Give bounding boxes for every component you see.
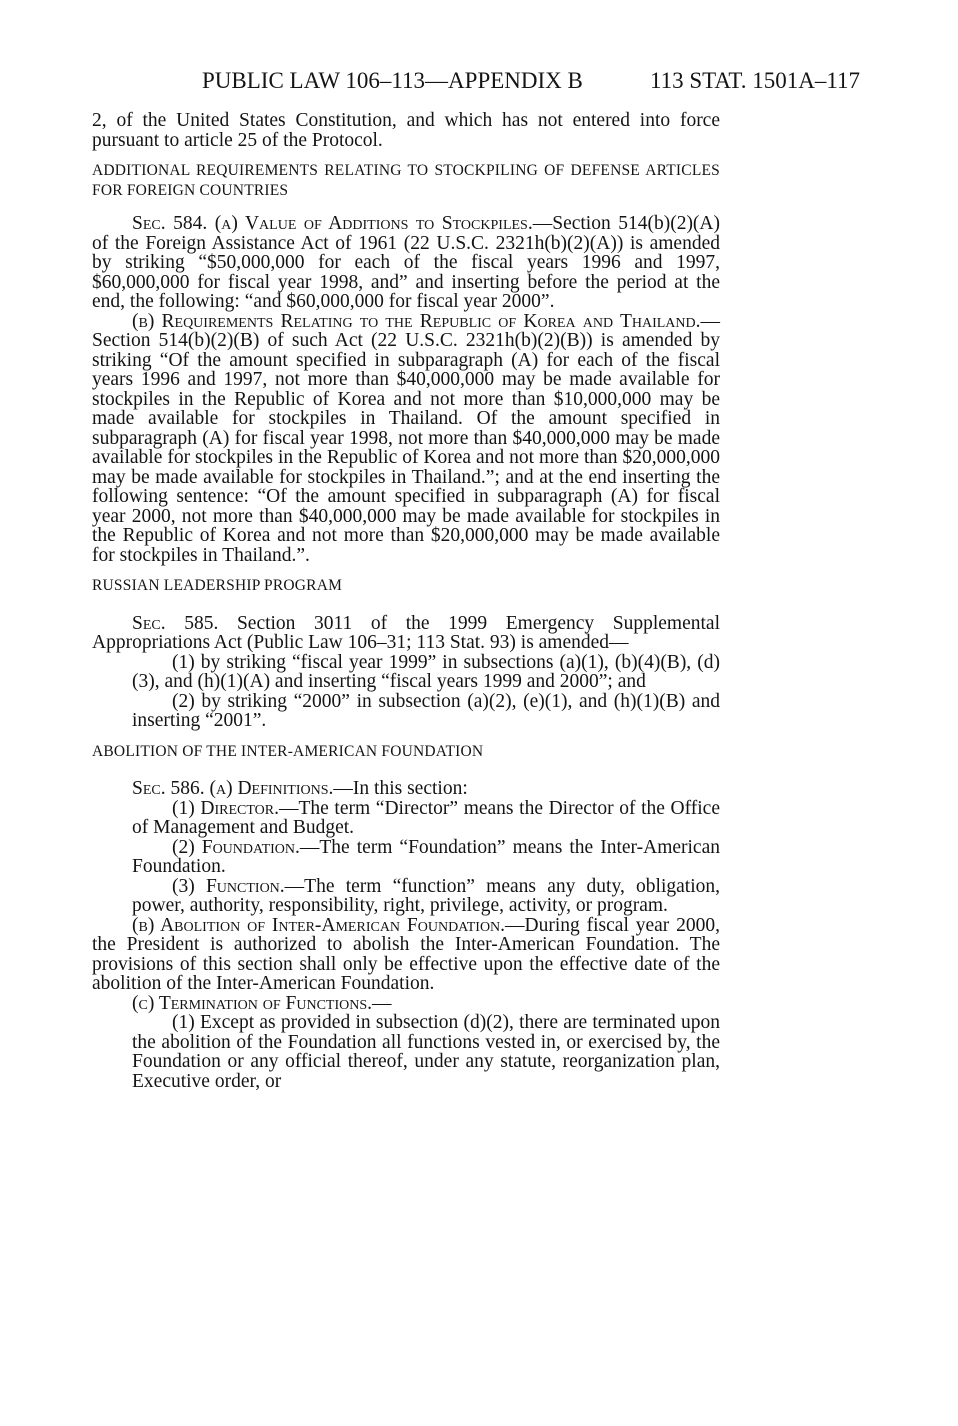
section-586-c-1: (1) Except as provided in subsection (d)(2), there are terminated upon the abolition of the Foundation all functions vested in, or exercised by, the Foundation or any official thereof, under any statute, reorganization plan, Executive order, or: [132, 1012, 720, 1092]
definition-function-text: —The term “function” means any duty, obligation, power, authority, responsibility, right, privilege, activity, or program.: [132, 875, 721, 916]
section-584-b: [92, 312, 720, 566]
stat-reference: 113 STAT. 1501A–117: [649, 68, 860, 93]
section-584-heading: ADDITIONAL REQUIREMENTS RELATING TO STOCKPILING OF DEFENSE ARTICLES FOR FOREIGN COUNTRIES: [92, 162, 720, 199]
section-586-b-text: —During fiscal year 2000, the President is authorized to abolish the Inter-American Foundation. The provisions of this section shall only be effective upon the effective date of the abolition of the Inter-American Foundation.: [92, 914, 720, 994]
definition-foundation-label: (2) Foundation.: [172, 836, 300, 858]
definition-function: [92, 877, 720, 916]
definition-function-label: (3) Function.: [172, 875, 285, 897]
section-586-c-text: —: [372, 992, 392, 1014]
definition-foundation-text: —The term “Foundation” means the Inter-American Foundation.: [132, 836, 720, 877]
section-586-heading: ABOLITION OF THE INTER-AMERICAN FOUNDATION: [92, 742, 484, 760]
section-586-b-label: (b) Abolition of Inter-American Foundation.: [132, 914, 506, 936]
page-body: [92, 111, 720, 1091]
section-586-a-text: —In this section:: [333, 778, 468, 799]
section-585-heading: RUSSIAN LEADERSHIP PROGRAM: [92, 577, 343, 594]
section-585-label: Sec. 585.: [132, 612, 219, 634]
section-584-a-text: —Section 514(b)(2)(A) of the Foreign Assistance Act of 1961 (22 U.S.C. 2321h(b)(2)(A)) is amended by striking “$50,000,000 for each of the fiscal years 1996 and 1997, $60,000,000 for fiscal year 1998, and” and inserting before the period at the end, the following: “and $60,000,000 for fiscal year 2000”.: [92, 213, 721, 312]
section-585-text: Section 3011 of the 1999 Emergency Supplemental Appropriations Act (Public Law 106–31; 113 Stat. 93) is amended—: [92, 612, 720, 653]
definition-director: [92, 799, 720, 838]
definition-director-label: (1) Director.: [172, 797, 279, 819]
law-title: PUBLIC LAW 106–113—APPENDIX B: [202, 68, 583, 93]
section-585-intro: [92, 614, 720, 653]
definition-foundation: [92, 838, 720, 877]
section-584-b-text: —Section 514(b)(2)(B) of such Act (22 U.S.C. 2321h(b)(2)(B)) is amended by striking “Of the amount specified in subparagraph (A) for each of the fiscal years 1996 and 1997, not more than $40,000,000 may be made available for stockpiles in the Republic of Korea and not more than $10,000,000 may be made available for stockpiles in Thailand. Of the amount specified in subparagraph (A) for fiscal year 1998, not more than $40,000,000 may be made available for stockpiles in the Republic of Korea and not more than $20,000,000 may be made available for stockpiles in Thailand.”; and at the end inserting the following sentence: “Of the amount specified in subparagraph (A) for fiscal year 2000, not more than $40,000,000 may be made available for stockpiles in the Republic of Korea and not more than $20,000,000 may be made available for stockpiles in Thailand.”.: [92, 310, 720, 566]
definition-director-text: —The term “Director” means the Director of the Office of Management and Budget.: [132, 797, 720, 838]
section-585-item-2: (2) by striking “2000” in subsection (a)(2), (e)(1), and (h)(1)(B) and inserting “2001”.: [132, 690, 720, 731]
section-584-b-label: (b) Requirements Relating to the Republic of Korea and Thailand.: [132, 310, 701, 332]
section-586-a: [92, 779, 720, 799]
section-586-a-label: Sec. 586. (a) Definitions.: [132, 778, 334, 799]
intro-paragraph: 2, of the United States Constitution, and which has not entered into force pursuant to article 25 of the Protocol.: [92, 110, 720, 151]
section-586-c-label: (c) Termination of Functions.: [132, 992, 373, 1014]
section-586-c: [92, 994, 720, 1014]
page-header: [92, 64, 860, 98]
section-585-item-1: (1) by striking “fiscal year 1999” in subsections (a)(1), (b)(4)(B), (d)(3), and (h)(1)(A) and inserting “fiscal years 1999 and 2000”; and: [132, 651, 720, 692]
section-586-b: [92, 916, 720, 994]
section-584-a: [92, 214, 720, 312]
section-584-a-label: Sec. 584. (a) Value of Additions to Stockpiles.: [132, 213, 533, 234]
